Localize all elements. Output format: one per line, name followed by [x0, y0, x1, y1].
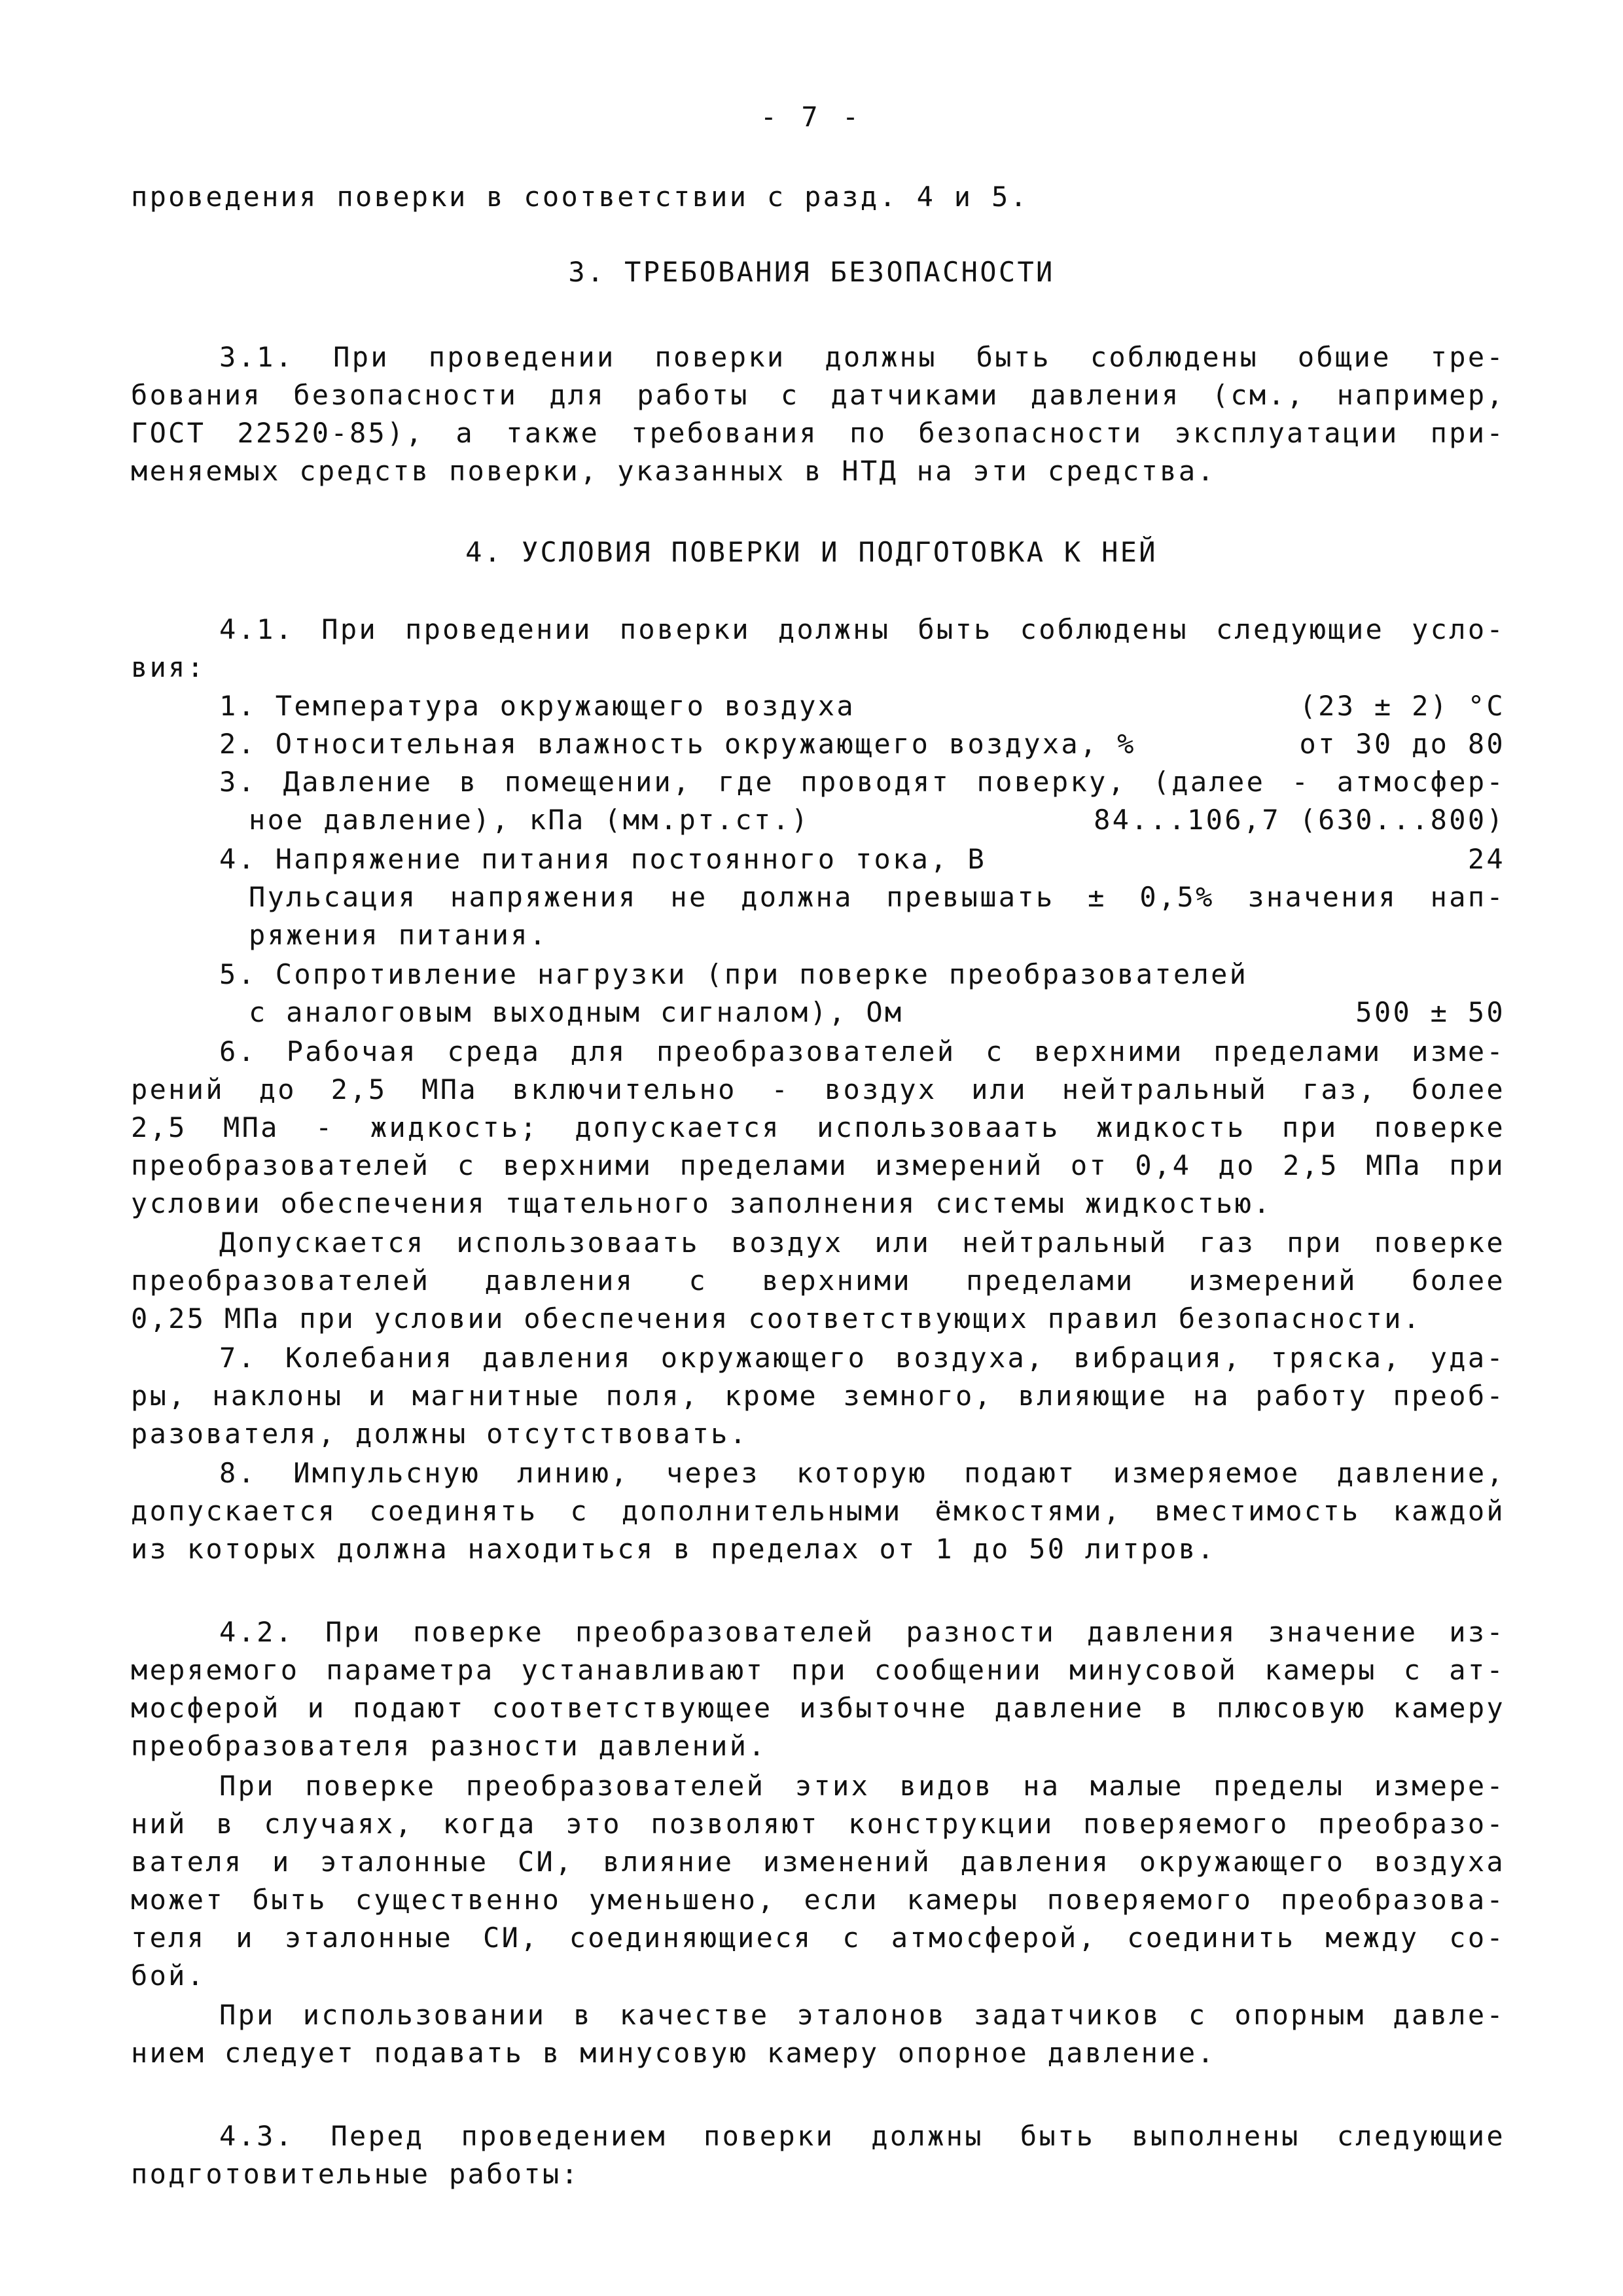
- condition-value: 24: [1467, 843, 1505, 875]
- paragraph-line: ряжения питания.: [249, 919, 548, 951]
- paragraph-line: разователя, должны отсутствовать.: [131, 1418, 749, 1450]
- paragraph-line: бования безопасности для работы с датчиками давления (см., например,: [131, 379, 1505, 411]
- paragraph-line: преобразователей давления с верхними пределами измерений более: [131, 1265, 1505, 1297]
- condition-label: 4. Напряжение питания постоянного тока, В: [219, 843, 987, 875]
- paragraph-line: 4.1. При проведении поверки должны быть соблюдены следующие усло-: [219, 613, 1505, 645]
- section-heading-3: 3. ТРЕБОВАНИЯ БЕЗОПАСНОСТИ: [568, 256, 1055, 288]
- paragraph-line: рений до 2,5 МПа включительно - воздух или нейтральный газ, более: [131, 1073, 1505, 1105]
- page-number: - 7 -: [760, 101, 863, 133]
- paragraph-line: Допускается использоваать воздух или нейтральный газ при поверке: [219, 1227, 1505, 1259]
- paragraph-line: мосферой и подают соответствующее избыточне давление в плюсовую камеру: [131, 1692, 1505, 1724]
- condition-row: [249, 801, 1505, 839]
- condition-row: [219, 687, 1505, 725]
- paragraph-line: может быть существенно уменьшено, если камеры поверяемого преобразова-: [131, 1884, 1505, 1916]
- paragraph-line: 4.2. При поверке преобразователей разности давления значение из-: [219, 1616, 1505, 1648]
- condition-label: ное давление), кПа (мм.рт.ст.): [249, 804, 810, 836]
- condition-value: 84...106,7 (630...800): [1094, 804, 1505, 836]
- paragraph-line: 4.3. Перед проведением поверки должны быть выполнены следующие: [219, 2120, 1505, 2152]
- condition-value: от 30 до 80: [1299, 728, 1505, 760]
- condition-row: [249, 994, 1505, 1031]
- paragraph-line: подготовительные работы:: [131, 2158, 580, 2190]
- paragraph-line: теля и эталонные СИ, соединяющиеся с атмосферой, соединить между со-: [131, 1922, 1505, 1954]
- paragraph-line: меняемых средств поверки, указанных в НТД на эти средства.: [131, 455, 1216, 487]
- paragraph-line: Пульсация напряжения не должна превышать ± 0,5% значения нап-: [249, 881, 1505, 913]
- paragraph-line: условии обеспечения тщательного заполнения системы жидкостью.: [131, 1187, 1272, 1219]
- paragraph-line: ний в случаях, когда это позволяют конструкции поверяемого преобразо-: [131, 1808, 1505, 1840]
- paragraph-line: При использовании в качестве эталонов задатчиков с опорным давле-: [219, 1999, 1505, 2031]
- paragraph-line: допускается соединять с дополнительными ёмкостями, вместимость каждой: [131, 1495, 1505, 1527]
- paragraph-line: меряемого параметра устанавливают при сообщении минусовой камеры с ат-: [131, 1654, 1505, 1686]
- condition-label: 2. Относительная влажность окружающего воздуха, %: [219, 728, 1136, 760]
- condition-value: 500 ± 50: [1355, 996, 1505, 1028]
- paragraph-line: 8. Импульсную линию, через которую подают измеряемое давление,: [219, 1457, 1505, 1489]
- paragraph-line: 3. Давление в помещении, где проводят поверку, (далее - атмосфер-: [219, 766, 1505, 798]
- paragraph-line: ры, наклоны и магнитные поля, кроме земного, влияющие на работу преоб-: [131, 1380, 1505, 1412]
- paragraph-line: 0,25 МПа при условии обеспечения соответствующих правил безопасности.: [131, 1302, 1422, 1335]
- condition-row: [219, 840, 1505, 878]
- paragraph-line: 3.1. При проведении поверки должны быть соблюдены общие тре-: [219, 341, 1505, 373]
- paragraph-line: вия:: [131, 651, 206, 683]
- paragraph-line: При поверке преобразователей этих видов на малые пределы измере-: [219, 1770, 1505, 1802]
- condition-row: [219, 725, 1505, 763]
- paragraph-line: проведения поверки в соответствии с разд. 4 и 5.: [131, 181, 1029, 213]
- condition-label: с аналоговым выходным сигналом), Ом: [249, 996, 904, 1028]
- paragraph-line: 5. Сопротивление нагрузки (при поверке преобразователей: [219, 958, 1249, 990]
- condition-value: (23 ± 2) °С: [1299, 690, 1505, 722]
- paragraph-line: ГОСТ 22520-85), а также требования по безопасности эксплуатации при-: [131, 417, 1505, 449]
- paragraph-line: из которых должна находиться в пределах от 1 до 50 литров.: [131, 1533, 1216, 1565]
- section-heading-4: 4. УСЛОВИЯ ПОВЕРКИ И ПОДГОТОВКА К НЕЙ: [465, 536, 1158, 568]
- paragraph-line: преобразователей с верхними пределами измерений от 0,4 до 2,5 МПа при: [131, 1149, 1505, 1181]
- paragraph-line: 7. Колебания давления окружающего воздуха, вибрация, тряска, уда-: [219, 1342, 1505, 1374]
- condition-label: 1. Температура окружающего воздуха: [219, 690, 855, 722]
- paragraph-line: бой.: [131, 1960, 206, 1992]
- paragraph-line: нием следует подавать в минусовую камеру опорное давление.: [131, 2037, 1216, 2069]
- paragraph-line: преобразователя разности давлений.: [131, 1730, 767, 1762]
- paragraph-line: 2,5 МПа - жидкость; допускается использоваать жидкость при поверке: [131, 1111, 1505, 1143]
- paragraph-line: вателя и эталонные СИ, влияние изменений давления окружающего воздуха: [131, 1846, 1505, 1878]
- paragraph-line: 6. Рабочая среда для преобразователей с верхними пределами изме-: [219, 1035, 1505, 1067]
